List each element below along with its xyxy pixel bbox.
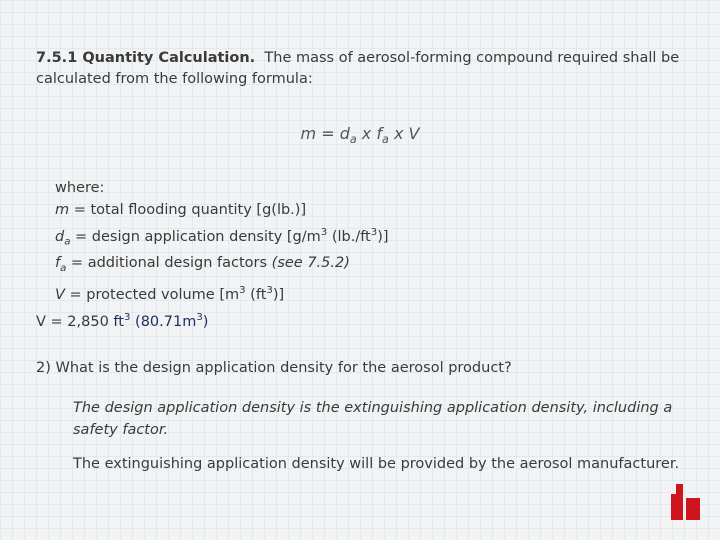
- intro-text: The mass of aerosol-forming compound required shall be calculated from the following formula:: [36, 50, 680, 87]
- definition-v: V = protected volume [$m^3$ $(ft^3)$]: [55, 284, 285, 303]
- question-2: 2) What is the design application density for the aerosol product?: [36, 360, 512, 376]
- intro-paragraph: [36, 48, 686, 90]
- section-heading: 7.5.1 Quantity Calculation.: [36, 50, 256, 66]
- definitions-list: [55, 178, 389, 306]
- answer-paragraph-1: The design application density is the extinguishing application density, including a safety factor.: [73, 400, 673, 438]
- where-label: where:: [55, 180, 105, 196]
- answer-paragraph-2: The extinguishing application density will be provided by the aerosol manufacturer.: [73, 456, 680, 472]
- definition-fa: $f_a$ = additional design factors (see 7.5.2): [55, 255, 350, 274]
- brand-logo-icon: [671, 484, 701, 520]
- formula: $m = d_a$ x $f_a$ x V: [300, 124, 420, 147]
- volume-value: V = 2,850 $ft^3$ $(80.71m^3)$: [36, 312, 209, 330]
- definition-da: $d_a$ = design application density [$g/m^3$ $(lb./ft^3)$]: [55, 226, 389, 248]
- definition-m: m = total flooding quantity [g(lb.)]: [55, 201, 307, 218]
